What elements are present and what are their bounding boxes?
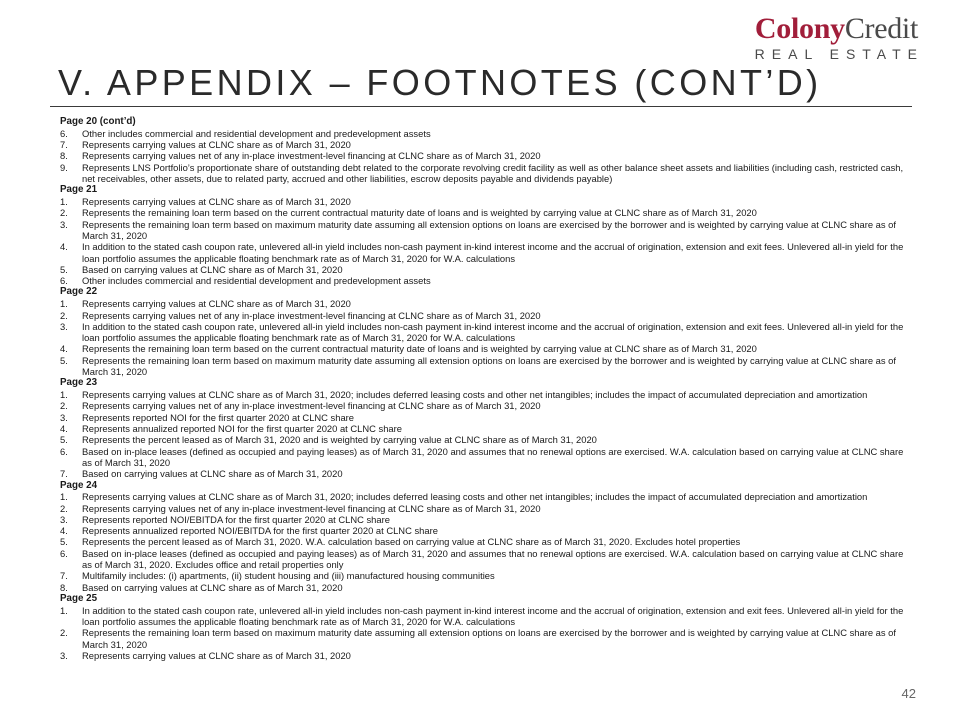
footnote-item xyxy=(60,207,906,218)
footnote-text: Based on carrying values at CLNC share as of March 31, 2020 xyxy=(82,263,343,275)
footnote-item xyxy=(60,412,906,423)
footnote-number: 8. xyxy=(60,150,68,162)
footnote-number: 2. xyxy=(60,400,68,412)
footnote-number: 9. xyxy=(60,161,68,173)
footnote-text: Represents carrying values at CLNC share as of March 31, 2020; includes deferred leasing costs and other net intangibles; includes the impact of accumulated depreciation and amortization xyxy=(82,491,868,503)
section-heading: Page 20 (cont’d) xyxy=(60,116,136,127)
footnote-text: Represents carrying values at CLNC share as of March 31, 2020 xyxy=(82,649,351,661)
footnote-text: Represents reported NOI for the first quarter 2020 at CLNC share xyxy=(82,411,355,423)
page-number: 42 xyxy=(901,686,916,701)
footnote-item xyxy=(60,570,906,581)
footnote-text: Represents the remaining loan term based on maximum maturity date assuming all extension options on loans are exercised by the borrower and is weighted by carrying value at CLNC share as of March 31, 2020 xyxy=(82,627,896,650)
footnote-number: 5. xyxy=(60,263,68,275)
section-heading: Page 23 xyxy=(60,377,98,389)
footnote-text: Represents the remaining loan term based on maximum maturity date assuming all extension options on loans are exercised by the borrower and is weighted by carrying value at CLNC share as of March 31, 2020 xyxy=(82,354,896,378)
footnote-text: Based on in-place leases (defined as occupied and paying leases) as of March 31, 2020 and assumes that no renewal options are exercised. W.A. calculation based on carrying value at CLNC share as of March 31, 2020. Excludes office and retail properties only xyxy=(82,547,904,571)
footnote-item xyxy=(60,491,906,502)
company-logo xyxy=(738,12,924,62)
footnote-item xyxy=(60,423,906,434)
footnote-item xyxy=(60,503,906,514)
footnote-number: 2. xyxy=(60,502,68,514)
footnote-number: 7. xyxy=(60,468,68,480)
footnote-text: Other includes commercial and residential development and predevelopment assets xyxy=(82,127,431,139)
footnote-text: Based on in-place leases (defined as occupied and paying leases) as of March 31, 2020 and assumes that no renewal options are exercised. W.A. calculation based on carrying value at CLNC share as of March 31, 2020 xyxy=(82,445,904,468)
footnote-number: 3. xyxy=(60,649,68,661)
section-heading: Page 24 xyxy=(60,479,98,491)
footnote-item xyxy=(60,514,906,525)
footnote-text: Represents carrying values net of any in-place investment-level financing at CLNC share as of March 31, 2020 xyxy=(82,502,541,514)
footnote-number: 6. xyxy=(60,445,68,457)
logo-word-credit: Credit xyxy=(844,12,918,45)
section-heading: Page 22 xyxy=(60,286,98,298)
footnote-item xyxy=(60,310,906,321)
footnote-number: 1. xyxy=(60,196,68,208)
footnote-item xyxy=(60,196,906,207)
footnote-text: Represents annualized reported NOI/EBITDA for the first quarter 2020 at CLNC share xyxy=(82,525,438,537)
footnote-item xyxy=(60,128,906,139)
footnote-text: Other includes commercial and residential development and predevelopment assets xyxy=(82,275,431,287)
footnote-text: Represents the remaining loan term based on maximum maturity date assuming all extension options on loans are exercised by the borrower and is weighted by carrying value at CLNC share as of March 31, 2020 xyxy=(82,218,896,241)
footnote-text: Represents annualized reported NOI for the first quarter 2020 at CLNC share xyxy=(82,423,402,435)
footnote-text: In addition to the stated cash coupon rate, unlevered all-in yield includes non-cash payment in-kind interest income and the accrual of origination, extension and exit fees. Unlevered all-in yield for the loan portfolio assumes the applicable floating benchmark rate as of March 31, 2020 for W.A. calculations xyxy=(82,604,904,628)
footnote-number: 8. xyxy=(60,581,68,593)
footnote-number: 5. xyxy=(60,536,68,548)
footnote-item xyxy=(60,298,906,309)
footnote-number: 1. xyxy=(60,604,68,616)
footnote-item xyxy=(60,400,906,411)
footnote-item xyxy=(60,548,906,571)
footnote-item xyxy=(60,434,906,445)
footnote-number: 6. xyxy=(60,127,68,139)
footnote-text: Represents LNS Portfolio’s proportionate share of outstanding debt related to the corporate revolving credit facility as well as other balance sheet assets and liabilities (including cash, restricted cash, net receivables, other assets, due to related party, accrued and other liabilities, escrow deposits payable and dividends payable) xyxy=(82,161,904,184)
footnote-item xyxy=(60,446,906,469)
footnotes-body xyxy=(60,116,906,661)
footnote-text: Represents carrying values net of any in-place investment-level financing at CLNC share as of March 31, 2020 xyxy=(82,400,541,412)
logo-wordmark xyxy=(738,14,918,44)
footnote-number: 3. xyxy=(60,513,68,525)
footnote-number: 5. xyxy=(60,354,68,366)
footnote-text: Represents the percent leased as of March 31, 2020. W.A. calculation based on carrying value at CLNC share as of March 31, 2020. Excludes hotel properties xyxy=(82,536,741,548)
footnote-item xyxy=(60,468,906,479)
footnote-item xyxy=(60,605,906,628)
logo-word-colony: Colony xyxy=(754,12,845,45)
footnote-text: Represents reported NOI/EBITDA for the first quarter 2020 at CLNC share xyxy=(82,513,390,525)
footnote-number: 3. xyxy=(60,320,68,332)
footnote-item xyxy=(60,355,906,378)
footnote-text: In addition to the stated cash coupon rate, unlevered all-in yield includes non-cash payment in-kind interest income and the accrual of origination, extension and exit fees. Unlevered all-in yield for the loan portfolio assumes the applicable floating benchmark rate as of March 31, 2020 for W.A. calculations xyxy=(82,241,904,264)
footnote-text: Represents carrying values net of any in-place investment-level financing at CLNC share as of March 31, 2020 xyxy=(82,309,541,321)
section-heading: Page 25 xyxy=(60,592,98,604)
footnote-item xyxy=(60,241,906,264)
footnote-item xyxy=(60,343,906,354)
footnote-text: Represents carrying values net of any in-place investment-level financing at CLNC share as of March 31, 2020 xyxy=(82,150,541,162)
footnote-item xyxy=(60,264,906,275)
footnote-text: Multifamily includes: (i) apartments, (ii) student housing and (iii) manufactured housing communities xyxy=(82,570,495,582)
footnote-item xyxy=(60,650,906,661)
footnote-item xyxy=(60,150,906,161)
footnote-number: 2. xyxy=(60,309,68,321)
footnote-number: 7. xyxy=(60,570,68,582)
footnote-number: 2. xyxy=(60,207,68,219)
footnote-number: 5. xyxy=(60,434,68,446)
logo-subtitle: REAL ESTATE xyxy=(754,46,924,62)
footnote-number: 7. xyxy=(60,139,68,151)
footnote-number: 6. xyxy=(60,547,68,559)
footnote-text: In addition to the stated cash coupon rate, unlevered all-in yield includes non-cash payment in-kind interest income and the accrual of origination, extension and exit fees. Unlevered all-in yield for the loan portfolio assumes the applicable floating benchmark rate as of March 31, 2020 for W.A. calculations xyxy=(82,320,904,344)
footnote-number: 3. xyxy=(60,218,68,230)
footnote-number: 1. xyxy=(60,491,68,503)
footnote-item xyxy=(60,139,906,150)
footnote-text: Represents carrying values at CLNC share as of March 31, 2020 xyxy=(82,196,351,208)
footnote-text: Represents carrying values at CLNC share as of March 31, 2020 xyxy=(82,298,351,310)
footnote-number: 4. xyxy=(60,525,68,537)
footnote-item xyxy=(60,525,906,536)
footnote-number: 1. xyxy=(60,389,68,401)
title-divider xyxy=(50,106,912,107)
footnote-text: Represents the percent leased as of March 31, 2020 and is weighted by carrying value at CLNC share as of March 31, 2020 xyxy=(82,434,597,446)
footnote-item xyxy=(60,536,906,547)
footnote-item xyxy=(60,275,906,286)
footnote-item xyxy=(60,162,906,185)
footnote-number: 1. xyxy=(60,298,68,310)
footnote-text: Based on carrying values at CLNC share as of March 31, 2020 xyxy=(82,468,343,480)
footnote-number: 4. xyxy=(60,423,68,435)
footnote-text: Represents carrying values at CLNC share as of March 31, 2020; includes deferred leasing costs and other net intangibles; includes the impact of accumulated depreciation and amortization xyxy=(82,389,868,401)
footnote-number: 4. xyxy=(60,343,68,355)
footnote-text: Represents the remaining loan term based on the current contractual maturity date of loans and is weighted by carrying value at CLNC share as of March 31, 2020 xyxy=(82,207,757,219)
footnote-number: 4. xyxy=(60,241,68,253)
footnote-number: 6. xyxy=(60,275,68,287)
footnote-text: Represents the remaining loan term based on the current contractual maturity date of loans and is weighted by carrying value at CLNC share as of March 31, 2020 xyxy=(82,343,757,355)
page-title: V. APPENDIX – FOOTNOTES (CONT’D) xyxy=(58,62,822,103)
footnote-item xyxy=(60,389,906,400)
footnote-text: Represents carrying values at CLNC share as of March 31, 2020 xyxy=(82,139,351,151)
footnote-number: 3. xyxy=(60,411,68,423)
section-heading: Page 21 xyxy=(60,184,98,196)
footnote-text: Based on carrying values at CLNC share as of March 31, 2020 xyxy=(82,581,343,593)
footnote-item xyxy=(60,582,906,593)
footnote-number: 2. xyxy=(60,627,68,639)
footnote-item xyxy=(60,321,906,344)
footnote-item xyxy=(60,219,906,242)
footnote-item xyxy=(60,627,906,650)
